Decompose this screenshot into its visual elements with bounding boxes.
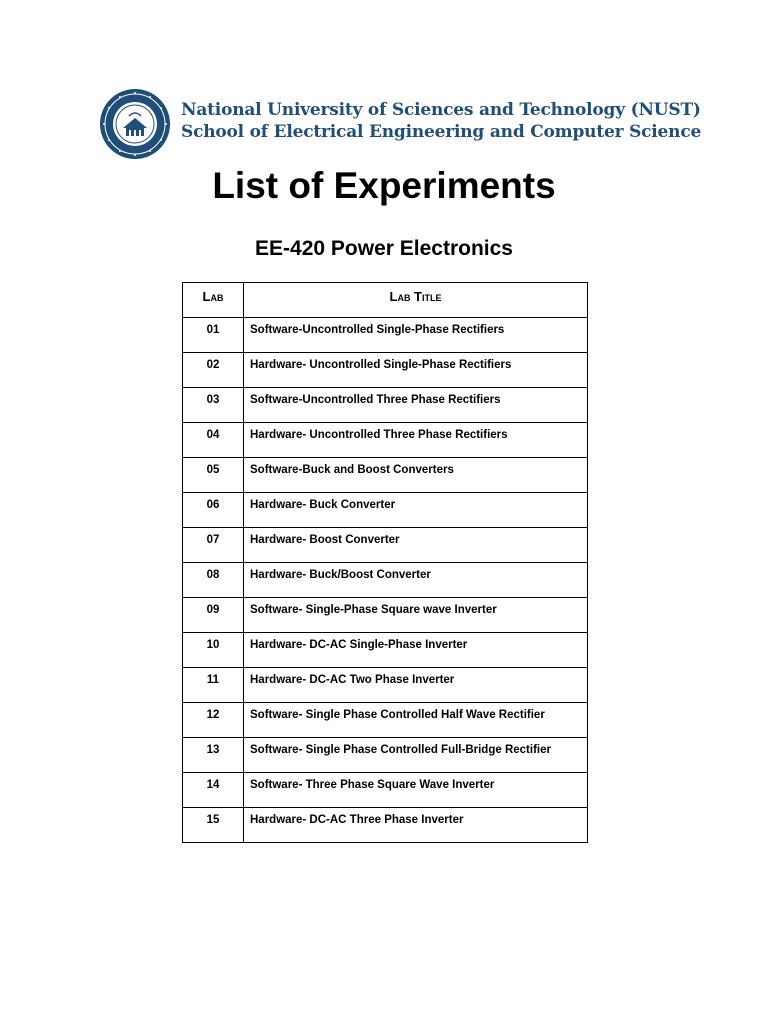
lab-number: 07 <box>183 528 244 563</box>
lab-title: Hardware- DC-AC Two Phase Inverter <box>244 668 588 703</box>
table-row <box>183 633 588 668</box>
lab-title: Hardware- DC-AC Single-Phase Inverter <box>244 633 588 668</box>
lab-title: Hardware- Buck/Boost Converter <box>244 563 588 598</box>
lab-title: Software- Single Phase Controlled Half Wave Rectifier <box>244 703 588 738</box>
lab-title: Hardware- Boost Converter <box>244 528 588 563</box>
lab-number: 10 <box>183 633 244 668</box>
page-title: List of Experiments <box>212 165 556 206</box>
table-row <box>183 563 588 598</box>
school-name: School of Electrical Engineering and Computer Science <box>181 122 702 142</box>
lab-number: 04 <box>183 423 244 458</box>
letterhead <box>99 88 702 160</box>
table-row <box>183 703 588 738</box>
lab-title: Software- Single Phase Controlled Full-Bridge Rectifier <box>244 738 588 773</box>
lab-title: Software- Single-Phase Square wave Inverter <box>244 598 588 633</box>
course-title: EE-420 Power Electronics <box>255 237 513 260</box>
table-row <box>183 528 588 563</box>
table-row <box>183 773 588 808</box>
table-row <box>183 423 588 458</box>
nust-emblem-icon <box>99 88 171 160</box>
lab-number: 02 <box>183 353 244 388</box>
lab-number: 06 <box>183 493 244 528</box>
lab-number: 13 <box>183 738 244 773</box>
lab-number: 15 <box>183 808 244 843</box>
lab-number: 12 <box>183 703 244 738</box>
lab-title: Software-Uncontrolled Single-Phase Rectifiers <box>244 318 588 353</box>
lab-title-header: Lab Title <box>244 283 588 318</box>
table-row <box>183 318 588 353</box>
table-row <box>183 388 588 423</box>
lab-number: 05 <box>183 458 244 493</box>
lab-title: Hardware- DC-AC Three Phase Inverter <box>244 808 588 843</box>
lab-number: 01 <box>183 318 244 353</box>
lab-title: Software- Three Phase Square Wave Inverter <box>244 773 588 808</box>
table-row <box>183 738 588 773</box>
lab-number: 14 <box>183 773 244 808</box>
table-row <box>183 493 588 528</box>
lab-title: Software-Uncontrolled Three Phase Rectifiers <box>244 388 588 423</box>
lab-number: 09 <box>183 598 244 633</box>
lab-number: 11 <box>183 668 244 703</box>
table-header-row <box>183 283 588 318</box>
lab-title: Hardware- Uncontrolled Single-Phase Rectifiers <box>244 353 588 388</box>
table-row <box>183 353 588 388</box>
lab-title: Software-Buck and Boost Converters <box>244 458 588 493</box>
experiments-table <box>182 282 588 843</box>
lab-number: 03 <box>183 388 244 423</box>
table-row <box>183 668 588 703</box>
lab-title: Hardware- Buck Converter <box>244 493 588 528</box>
lab-number-header: Lab <box>183 283 244 318</box>
table-row <box>183 808 588 843</box>
lab-number: 08 <box>183 563 244 598</box>
table-row <box>183 458 588 493</box>
table-row <box>183 598 588 633</box>
institution-name: National University of Sciences and Technology (NUST) <box>181 100 701 120</box>
lab-title: Hardware- Uncontrolled Three Phase Rectifiers <box>244 423 588 458</box>
